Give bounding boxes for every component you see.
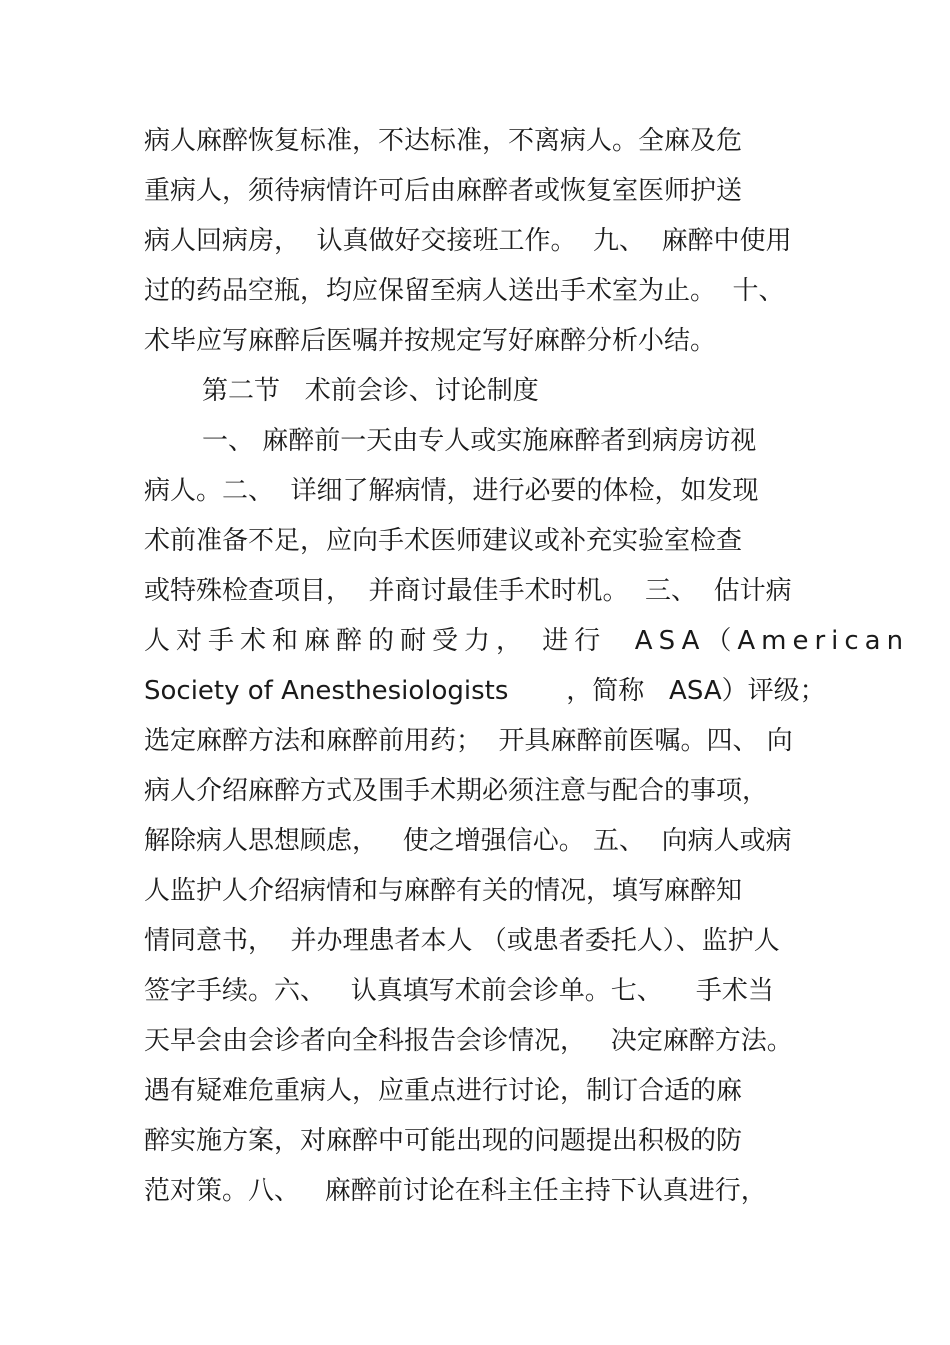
text-line: 病人介绍麻醉方式及围手术期必须注意与配合的事项，	[144, 776, 769, 806]
text-line: 情同意书， 并办理患者本人 （或患者委托人）、监护人	[144, 926, 780, 956]
text-line: 一、 麻醉前一天由专人或实施麻醉者到病房访视	[202, 426, 757, 456]
text-line: 遇有疑难危重病人，应重点进行讨论，制订合适的麻	[144, 1076, 743, 1106]
text-line: 醉实施方案，对麻醉中可能出现的问题提出积极的防	[144, 1126, 743, 1156]
text-line: 重病人，须待病情许可后由麻醉者或恢复室医师护送	[144, 176, 743, 206]
text-line: 解除病人思想顾虑， 使之增强信心。 五、 向病人或病	[144, 826, 792, 856]
text-line: 人监护人介绍病情和与麻醉有关的情况，填写麻醉知	[144, 876, 743, 906]
text-line: Society of Anesthesiologists ，简称 ASA）评级；	[144, 676, 826, 706]
text-line: 过的药品空瓶，均应保留至病人送出手术室为止。 十、	[144, 276, 785, 306]
text-line: 选定麻醉方法和麻醉前用药； 开具麻醉前医嘱。四、 向	[144, 726, 793, 756]
section-heading: 第二节 术前会诊、讨论制度	[202, 376, 539, 406]
text-line: 病人。二、 详细了解病情，进行必要的体检，如发现	[144, 476, 759, 506]
text-line: 范对策。八、 麻醉前讨论在科主任主持下认真进行，	[144, 1176, 767, 1206]
text-line: 术前准备不足，应向手术医师建议或补充实验室检查	[144, 526, 743, 556]
text-line: 病人麻醉恢复标准，不达标准，不离病人。全麻及危	[144, 126, 743, 156]
text-line: 或特殊检查项目， 并商讨最佳手术时机。 三、 估计病	[144, 576, 792, 606]
text-line: 病人回病房， 认真做好交接班工作。 九、 麻醉中使用	[144, 226, 792, 256]
text-line: 签字手续。六、 认真填写术前会诊单。七、 手术当	[144, 976, 774, 1006]
text-line: 术毕应写麻醉后医嘱并按规定写好麻醉分析小结。	[144, 326, 717, 356]
text-line: 天早会由会诊者向全科报告会诊情况， 决定麻醉方法。	[144, 1026, 793, 1056]
text-line: 人对手术和麻醉的耐受力， 进行 ASA（American	[144, 626, 910, 656]
